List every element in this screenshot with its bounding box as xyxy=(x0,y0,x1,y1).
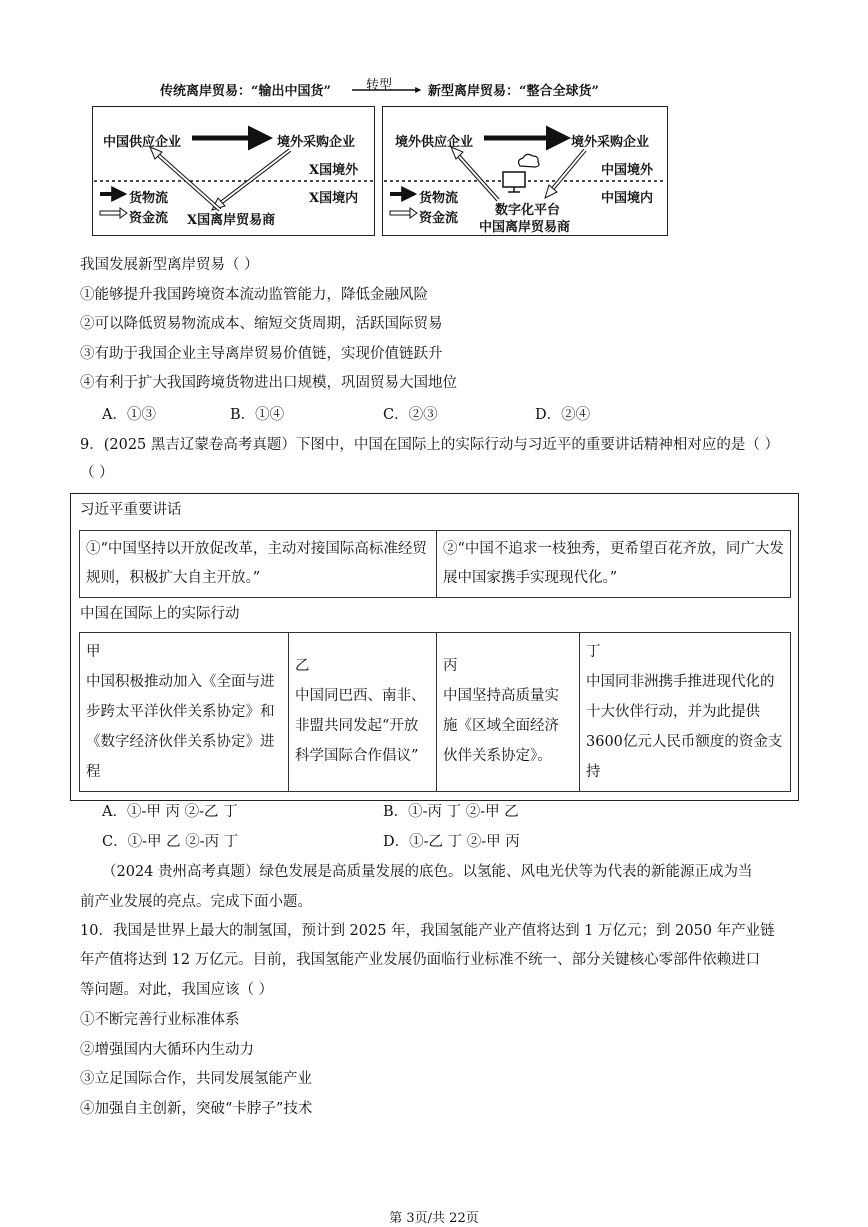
action-label: 甲 xyxy=(86,644,101,660)
left-supplier-label: 中国供应企业 xyxy=(103,135,182,150)
right-legend-goods: 货物流 xyxy=(419,191,459,206)
action-yi xyxy=(289,633,437,792)
right-legend-funds: 资金流 xyxy=(419,211,459,226)
action-text: 中国坚持高质量实施《区域全面经济伙伴关系协定》。 xyxy=(443,688,559,764)
q9-option-c[interactable]: C．①-甲 乙 ②-丙 丁 xyxy=(102,834,239,850)
q8-stem: 我国发展新型离岸贸易（ ） xyxy=(80,257,259,273)
action-label: 丁 xyxy=(586,644,601,660)
q9-figure xyxy=(70,493,799,801)
q8-item-2: ②可以降低贸易物流成本、缩短交货周期，活跃国际贸易 xyxy=(80,316,443,332)
action-label: 丙 xyxy=(443,658,458,674)
q10-line-1: 10．我国是世界上最大的制氢国，预计到 2025 年，我国氢能产业产值将达到 1 万亿元；到 2050 年产业链 xyxy=(80,923,775,939)
speech-1: ①“中国坚持以开放促改革，主动对接国际高标准经贸规则，积极扩大自主开放。” xyxy=(80,531,437,598)
speech-table xyxy=(79,530,791,598)
right-domestic-label: 中国境内 xyxy=(601,191,654,206)
q8-option-c[interactable]: C．②③ xyxy=(383,407,438,423)
q9-option-d[interactable]: D．①-乙 丁 ②-甲 丙 xyxy=(383,834,520,850)
action-ding xyxy=(580,633,791,792)
q10-item-3: ③立足国际合作，共同发展氢能产业 xyxy=(80,1071,312,1087)
action-label: 乙 xyxy=(295,658,310,674)
q9-option-b[interactable]: B．①-丙 丁 ②-甲 乙 xyxy=(383,804,519,820)
left-legend-goods: 货物流 xyxy=(129,191,169,206)
q10-line-2: 年产值将达到 12 万亿元。目前，我国氢能产业发展仍面临行业标准不统一、部分关键核心零部件依赖进口 xyxy=(80,952,761,968)
left-domestic-label: X国境内 xyxy=(309,191,359,206)
q8-item-4: ④有利于扩大我国跨境货物进出口规模，巩固贸易大国地位 xyxy=(80,375,457,391)
q10-item-2: ②增强国内大循环内生动力 xyxy=(80,1042,254,1058)
transform-label: 转型 xyxy=(366,78,393,93)
left-trader-label: X国离岸贸易商 xyxy=(187,213,276,228)
action-jia xyxy=(80,633,289,792)
cloud-icon xyxy=(519,154,539,167)
action-text: 中国同非洲携手推进现代化的十大伙伴行动，并为此提供3600亿元人民币额度的资金支持 xyxy=(586,674,783,780)
q8-item-1: ①能够提升我国跨境资本流动监管能力，降低金融风险 xyxy=(80,287,428,303)
left-legend-funds: 资金流 xyxy=(129,211,169,226)
q10-line-3: 等问题。对此，我国应该（ ） xyxy=(80,982,274,998)
actions-header: 中国在国际上的实际行动 xyxy=(80,606,240,622)
right-supplier-label: 境外供应企业 xyxy=(395,135,474,150)
action-bing xyxy=(437,633,580,792)
monitor-icon xyxy=(503,172,525,187)
speech-header: 习近平重要讲话 xyxy=(80,502,182,518)
q10-item-4: ④加强自主创新，突破“卡脖子”技术 xyxy=(80,1101,313,1117)
right-purchaser-label: 境外采购企业 xyxy=(571,135,650,150)
action-text: 中国同巴西、南非、非盟共同发起“开放科学国际合作倡议” xyxy=(295,688,426,764)
intro-line-1: （2024 贵州高考真题）绿色发展是高质量发展的底色。以氢能、风电光伏等为代表的新能源正成为当 xyxy=(102,864,753,880)
q8-option-b[interactable]: B．①④ xyxy=(230,407,285,423)
left-abroad-label: X国境外 xyxy=(309,163,359,178)
left-purchaser-label: 境外采购企业 xyxy=(277,135,356,150)
q10-item-1: ①不断完善行业标准体系 xyxy=(80,1012,240,1028)
page-number: 第 3页/共 22页 xyxy=(389,1211,479,1226)
speech-2: ②“中国不追求一枝独秀，更希望百花齐放，同广大发展中国家携手实现现代化。” xyxy=(437,531,791,598)
right-trader-label: 中国离岸贸易商 xyxy=(479,220,571,235)
q9-option-a[interactable]: A．①-甲 丙 ②-乙 丁 xyxy=(102,804,238,820)
action-text: 中国积极推动加入《全面与进步跨太平洋伙伴关系协定》和《数字经济伙伴关系协定》进程 xyxy=(86,674,275,780)
q8-option-d[interactable]: D．②④ xyxy=(535,407,591,423)
traditional-trade-title: 传统离岸贸易：“输出中国货” xyxy=(160,84,331,99)
new-trade-title: 新型离岸贸易：“整合全球货” xyxy=(428,84,599,99)
right-abroad-label: 中国境外 xyxy=(601,163,654,178)
q8-option-a[interactable]: A．①③ xyxy=(102,407,156,423)
diagram-arrows xyxy=(0,0,868,250)
q9-stem: 9．(2025 黑吉辽蒙卷高考真题）下图中，中国在国际上的实际行动与习近平的重要讲话精神相对应的是（ ） xyxy=(80,437,779,453)
platform-label: 数字化平台 xyxy=(495,203,561,218)
q9-answer-blank: （ ） xyxy=(80,465,114,481)
actions-table xyxy=(79,632,791,792)
intro-line-2: 前产业发展的亮点。完成下面小题。 xyxy=(80,894,312,910)
q8-item-3: ③有助于我国企业主导离岸贸易价值链，实现价值链跃升 xyxy=(80,346,443,362)
